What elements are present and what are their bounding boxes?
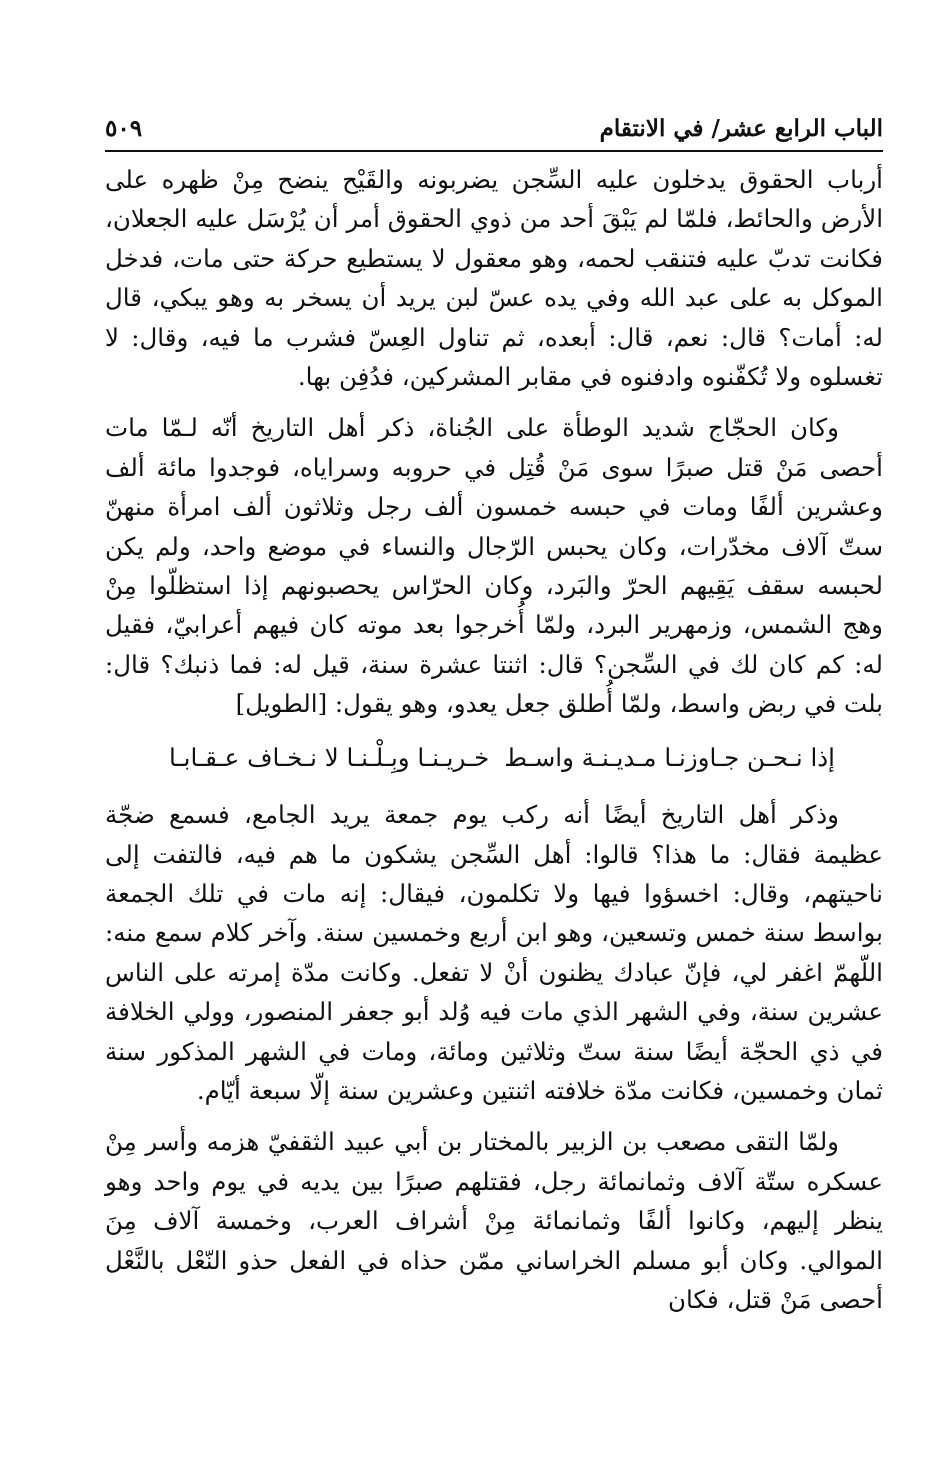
page-body — [105, 160, 883, 1319]
page-number: ٥٠٩ — [105, 114, 143, 142]
verse-second-hemistich: خـريـنـا وبِـلْـنـا لا نـخـاف عـقـابـا — [169, 742, 490, 772]
verse-first-hemistich: إذا نـحـن جـاوزنـا مـديـنـة واسـط — [504, 742, 835, 772]
paragraph-4: ولمّا التقى مصعب بن الزبير بالمختار بن أبي عبيد الثقفيّ هزمه وأسر مِنْ عسكره ستّة آلاف وثمانمائة رجل، فقتلهم صبرًا بين يديه في يوم واحد وهو ينظر إليهم، وكانوا ألفًا وثمانمائة مِنْ أشراف العرب، وخمسة آلاف مِنَ الموالي. وكان أبو مسلم الخراساني ممّن حذاه في الفعل حذو النّعْل بالنَّعْل أحصى مَنْ قتل، فكان — [105, 1127, 883, 1314]
paragraph-3: وذكر أهل التاريخ أيضًا أنه ركب يوم جمعة يريد الجامع، فسمع ضجّة عظيمة فقال: ما هذا؟ قالوا: أهل السِّجن يشكون ما هم فيه، فالتفت إلى ناحيتهم، وقال: اخسؤوا فيها ولا تكلمون، فيقال: إنه مات في تلك الجمعة بواسط سنة خمس وتسعين، وهو ابن أربع وخمسين سنة. وآخر كلام سمع منه: اللّهمّ اغفر لي، فإنّ عبادك يظنون أنْ لا تفعل. وكانت مدّة إمرته على الناس عشرين سنة، وفي الشهر الذي مات فيه وُلد أبو جعفر المنصور، وولي الخلافة في ذي الحجّة أيضًا سنة ستّ وثلاثين ومائة، ومات في الشهر المذكور سنة ثمان وخمسين، فكانت مدّة خلافته اثنتين وعشرين سنة إلّا سبعة أيّام. — [105, 800, 883, 1105]
paragraph-2: وكان الحجّاج شديد الوطأة على الجُناة، ذكر أهل التاريخ أنّه لـمّا مات أحصى مَنْ قتل صبرًا سوى مَنْ قُتِل في حروبه وسراياه، فوجدوا مائة ألف وعشرين ألفًا ومات في حبسه خمسون ألف رجل وثلاثون ألف امرأة منهنّ ستّ آلاف مخدّرات، وكان يحبس الرّجال والنساء في موضع واحد، ولم يكن لحبسه سقف يَقِيهم الحرّ والبَرد، وكان الحرّاس يحصبونهم إذا استظلّوا مِنْ وهج الشمس، وزمهرير البرد، ولمّا أُخرجوا بعد موته كان فيهم أعرابيّ، فقيل له: كم كان لك في السِّجن؟ قال: اثنتا عشرة سنة، قيل له: فما ذنبك؟ قال: بلت في ربض واسط، ولمّا أُطلق جعل يعدو، وهو يقول: [الطويل] — [105, 413, 883, 719]
page-header — [105, 110, 883, 146]
header-divider — [105, 150, 883, 152]
paragraph-1: أرباب الحقوق يدخلون عليه السِّجن يضربونه والقَيْح ينضح مِنْ ظهره على الأرض والحائط، فلمّا لم يَبْقَ أحد من ذوي الحقوق أمر أن يُرْسَل عليه الجعلان، فكانت تدبّ عليه فتنقب لحمه، وهو معقول لا يستطيع حركة حتى مات، فدخل الموكل به على عبد الله وفي يده عسّ لبن يريد أن يسخر به وهو يبكي، قال له: أمات؟ قال: نعم، قال: أبعده، ثم تناول العِسّ فشرب ما فيه، وقال: لا تغسلوه ولا تُكفّنوه وادفنوه في مقابر المشركين، فدُفِن بها. — [105, 165, 883, 392]
poetry-verse — [105, 738, 883, 777]
running-title: الباب الرابع عشر/ في الانتقام — [599, 114, 883, 142]
